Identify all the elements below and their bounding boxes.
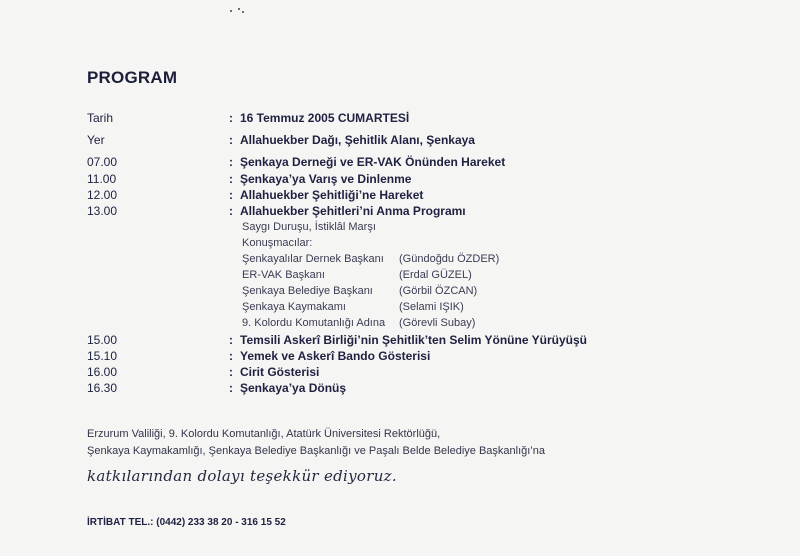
schedule-row xyxy=(0,381,800,399)
sub-text: Konuşmacılar: xyxy=(242,237,313,249)
colon: : xyxy=(229,172,233,186)
colon: : xyxy=(229,111,233,125)
schedule-event: Şenkaya’ya Varış ve Dinlenme xyxy=(240,172,412,186)
colon: : xyxy=(229,333,233,347)
info-value: 16 Temmuz 2005 CUMARTESİ xyxy=(240,111,410,125)
colon: : xyxy=(229,133,233,147)
schedule-time: 12.00 xyxy=(87,188,118,202)
schedule-event: Şenkaya Derneği ve ER-VAK Önünden Hareket xyxy=(240,155,506,169)
thanks-line-1: Erzurum Valiliği, 9. Kolordu Komutanlığı, Atatürk Üniversitesi Rektörlüğü, xyxy=(87,428,441,440)
schedule-row xyxy=(0,204,800,222)
schedule-time: 16.00 xyxy=(87,365,118,379)
speaker-name: (Erdal GÜZEL) xyxy=(399,269,472,281)
speaker-role: Şenkaya Kaymakamı xyxy=(242,301,346,313)
info-row-date xyxy=(0,111,800,129)
speaker-role: Şenkayalılar Dernek Başkanı xyxy=(242,253,384,265)
schedule-event: Allahuekber Şehitliği’ne Hareket xyxy=(240,188,424,202)
speaker-role: Şenkaya Belediye Başkanı xyxy=(242,285,373,297)
speaker-name: (Görbil ÖZCAN) xyxy=(399,285,478,297)
decorative-dots xyxy=(230,8,260,14)
schedule-event: Yemek ve Askerî Bando Gösterisi xyxy=(240,349,431,363)
speaker-name: (Selami IŞIK) xyxy=(399,301,464,313)
dot xyxy=(242,11,244,13)
thanks-line-2: Şenkaya Kaymakamlığı, Şenkaya Belediye Başkanlığı ve Paşalı Belde Belediye Başkanlığı’na xyxy=(87,445,545,457)
schedule-time: 15.00 xyxy=(87,333,118,347)
sub-text: Saygı Duruşu, İstiklâl Marşı xyxy=(242,221,376,233)
schedule-row xyxy=(0,155,800,173)
speaker-name: (Gündoğdu ÖZDER) xyxy=(399,253,500,265)
colon: : xyxy=(229,349,233,363)
schedule-event: Allahuekber Şehitleri’ni Anma Programı xyxy=(240,204,466,218)
schedule-event: Cirit Gösterisi xyxy=(240,365,320,379)
dot xyxy=(230,10,232,12)
colon: : xyxy=(229,204,233,218)
info-row-place xyxy=(0,133,800,151)
colon: : xyxy=(229,155,233,169)
speaker-role: ER-VAK Başkanı xyxy=(242,269,325,281)
schedule-time: 11.00 xyxy=(87,172,117,186)
info-label: Yer xyxy=(87,133,105,147)
contact-phone: İRTİBAT TEL.: (0442) 233 38 20 - 316 15 52 xyxy=(87,517,286,528)
schedule-time: 07.00 xyxy=(87,155,118,169)
page-title: PROGRAM xyxy=(87,68,178,87)
schedule-event: Şenkaya’ya Dönüş xyxy=(240,381,347,395)
thanks-script: katkılarından dolayı teşekkür ediyoruz. xyxy=(87,467,397,485)
dot xyxy=(238,8,240,10)
colon: : xyxy=(229,381,233,395)
speaker-name: (Görevli Subay) xyxy=(399,317,476,329)
schedule-time: 15.10 xyxy=(87,349,118,363)
info-label: Tarih xyxy=(87,111,114,125)
schedule-time: 16.30 xyxy=(87,381,118,395)
colon: : xyxy=(229,188,233,202)
speaker-role: 9. Kolordu Komutanlığı Adına xyxy=(242,317,386,329)
schedule-time: 13.00 xyxy=(87,204,118,218)
colon: : xyxy=(229,365,233,379)
info-value: Allahuekber Dağı, Şehitlik Alanı, Şenkaya xyxy=(240,133,475,147)
schedule-event: Temsili Askerî Birliği’nin Şehitlik’ten Selim Yönüne Yürüyüşü xyxy=(240,333,587,347)
